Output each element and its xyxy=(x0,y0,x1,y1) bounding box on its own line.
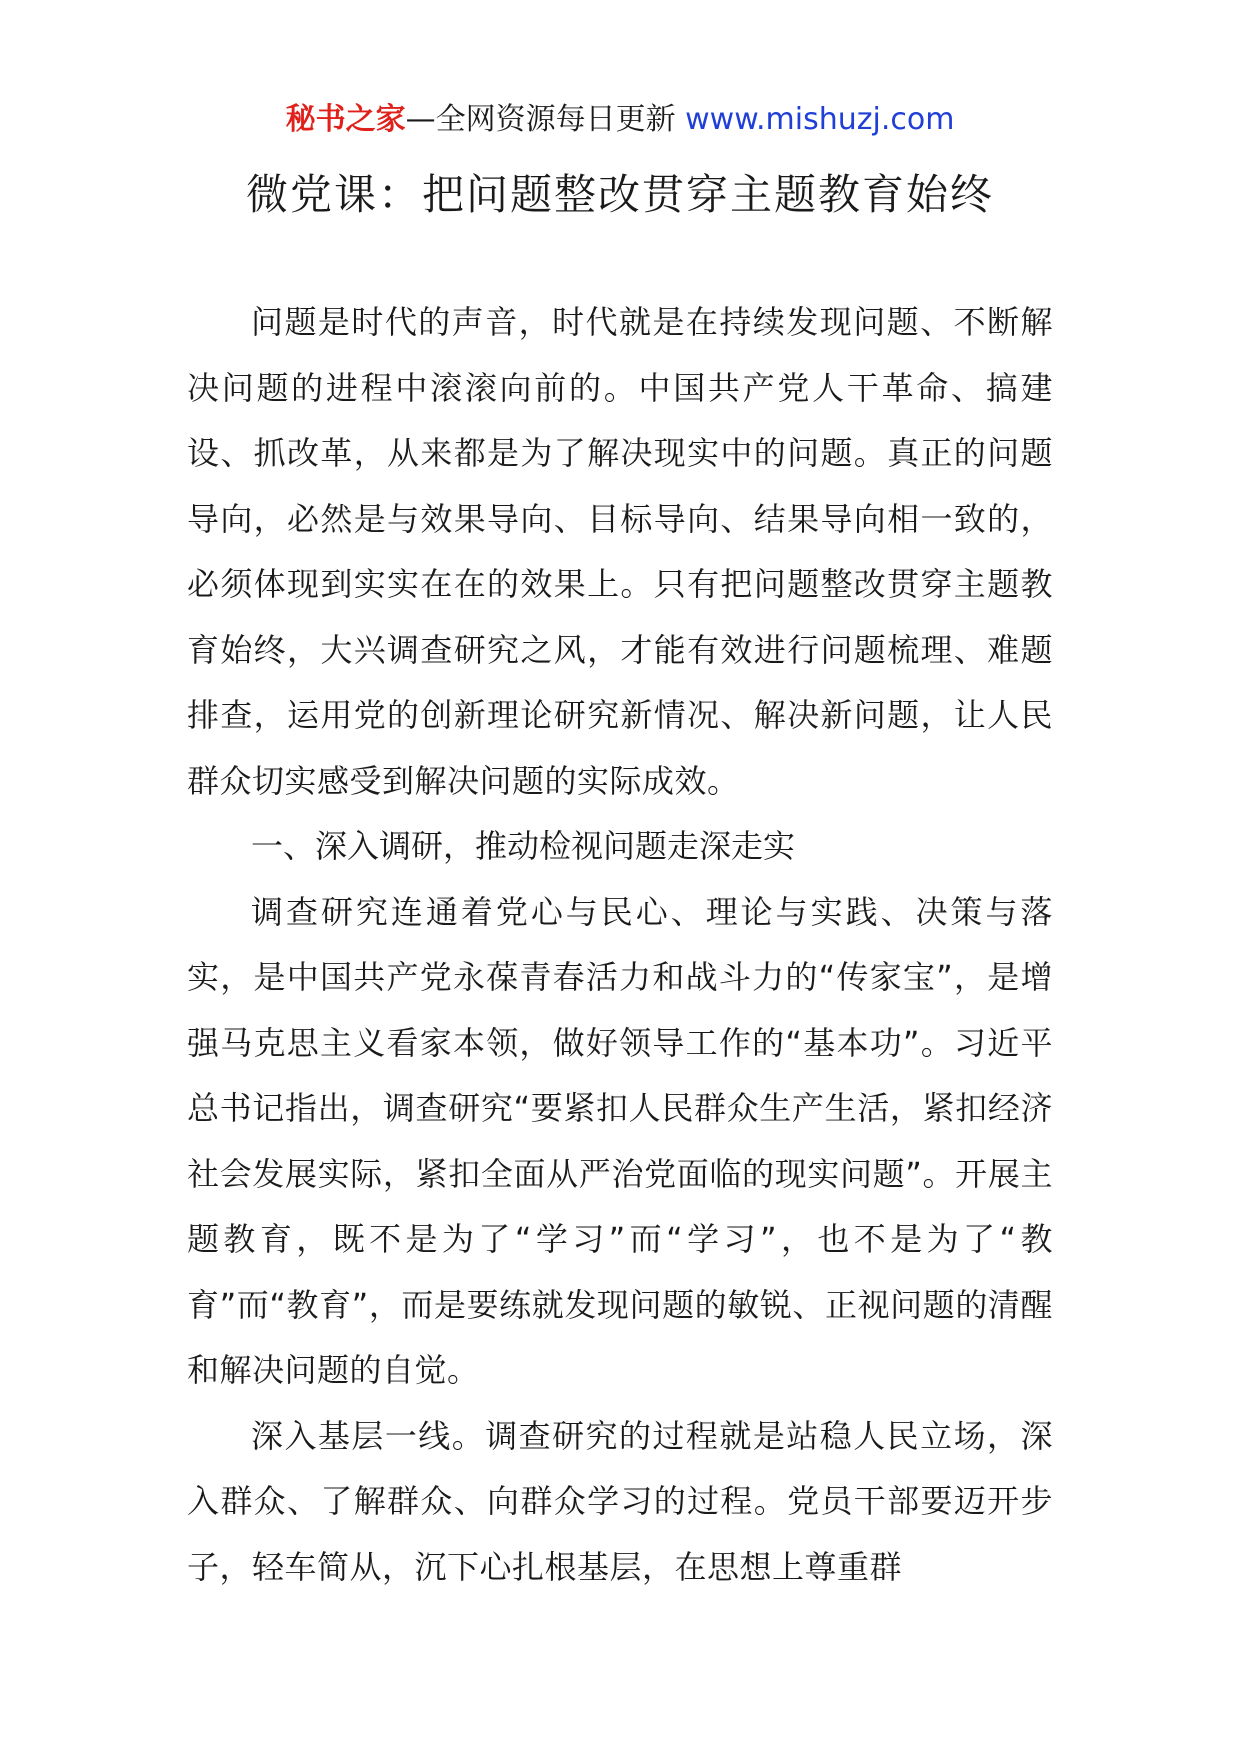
paragraph-intro: 问题是时代的声音，时代就是在持续发现问题、不断解决问题的进程中滚滚向前的。中国共产党人干革命、搞建设、抓改革，从来都是为了解决现实中的问题。真正的问题导向，必然是与效果导向、目标导向、结果导向相一致的，必须体现到实实在在的效果上。只有把问题整改贯穿主题教育始终，大兴调查研究之风，才能有效进行问题梳理、难题排查，运用党的创新理论研究新情况、解决新问题，让人民群众切实感受到解决问题的实际成效。 xyxy=(187,303,1053,800)
section-heading-1: 一、深入调研，推动检视问题走深走实 xyxy=(251,827,796,865)
site-header xyxy=(0,100,1240,140)
document-body xyxy=(187,290,1053,1600)
paragraph-research: 调查研究连通着党心与民心、理论与实践、决策与落实，是中国共产党永葆青春活力和战斗力的“传家宝”，是增强马克思主义看家本领，做好领导工作的“基本功”。习近平总书记指出，调查研究“要紧扣人民群众生产生活，紧扣经济社会发展实际，紧扣全面从严治党面临的现实问题”。开展主题教育，既不是为了“学习”而“学习”，也不是为了“教育”而“教育”，而是要练就发现问题的敏锐、正视问题的清醒和解决问题的自觉。 xyxy=(187,892,1053,1389)
paragraph-grassroots: 深入基层一线。调查研究的过程就是站稳人民立场，深入群众、了解群众、向群众学习的过程。党员干部要迈开步子，轻车简从，沉下心扎根基层，在思想上尊重群 xyxy=(187,1416,1053,1586)
document-title: 微党课：把问题整改贯穿主题教育始终 xyxy=(245,170,994,219)
site-brand: 秘书之家 xyxy=(285,102,406,137)
site-url-link[interactable]: www.mishuzj.com xyxy=(685,102,955,137)
site-tagline: —全网资源每日更新 xyxy=(405,102,686,137)
